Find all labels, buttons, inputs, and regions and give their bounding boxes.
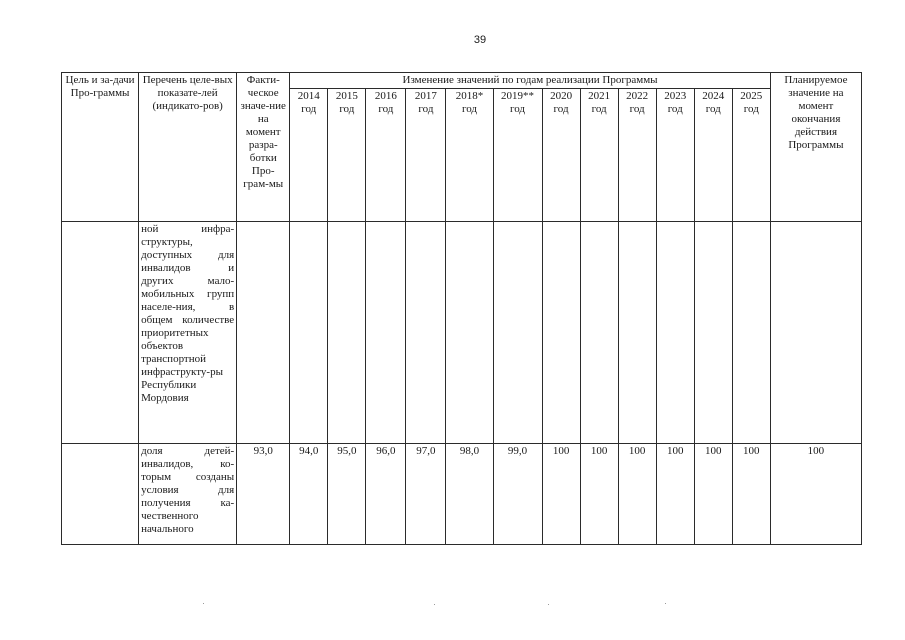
goal-cell [62, 222, 139, 444]
header-year-7 [580, 89, 618, 222]
header-year-unit: год [667, 103, 683, 115]
scan-speck [548, 604, 549, 605]
table-row [62, 222, 862, 444]
scan-speck [665, 603, 666, 604]
year-value-cell [618, 222, 656, 444]
header-year-label: 2016 [374, 90, 397, 102]
scan-speck [203, 603, 204, 604]
header-year-label: 2018* [455, 90, 484, 102]
header-year-unit: год [418, 103, 434, 115]
year-value-cell [446, 222, 493, 444]
year-value-cell [290, 222, 328, 444]
year-value-cell: 100 [732, 444, 770, 545]
header-year-unit: год [591, 103, 607, 115]
indicator-cell: ной инфра-структуры, доступных для инвалидов и других мало-мобильных групп населе-ния, в общем количестве приоритетных объектов транспортной инфраструкту-ры Республики Мордовия [139, 222, 237, 444]
header-year-unit: год [378, 103, 394, 115]
year-value-cell [366, 222, 406, 444]
header-year-unit: год [743, 103, 759, 115]
header-year-unit: год [461, 103, 477, 115]
header-year-label: 2017 [414, 90, 437, 102]
year-value-cell [694, 222, 732, 444]
header-year-label: 2020 [550, 90, 573, 102]
header-year-6 [542, 89, 580, 222]
scan-speck [434, 604, 435, 605]
year-value-cell [328, 222, 366, 444]
year-value-cell: 100 [694, 444, 732, 545]
header-year-unit: год [510, 103, 526, 115]
year-value-cell: 100 [580, 444, 618, 545]
year-value-cell: 100 [618, 444, 656, 545]
page-number: 39 [473, 34, 487, 46]
header-year-9 [656, 89, 694, 222]
year-value-cell: 96,0 [366, 444, 406, 545]
year-value-cell: 95,0 [328, 444, 366, 545]
header-year-unit: год [629, 103, 645, 115]
header-year-5 [493, 89, 542, 222]
header-year-4 [446, 89, 493, 222]
actual-value-cell: 93,0 [237, 444, 290, 545]
header-year-label: 2022 [626, 90, 649, 102]
header-year-unit: год [301, 103, 317, 115]
year-value-cell [406, 222, 446, 444]
year-value-cell [493, 222, 542, 444]
indicator-cell: доля детей-инвалидов, ко-торым созданы условия для получения ка-чественного начального [139, 444, 237, 545]
header-year-10 [694, 89, 732, 222]
year-value-cell [580, 222, 618, 444]
header-goal: Цель и за-дачи Про-граммы [62, 73, 139, 222]
header-year-0 [290, 89, 328, 222]
year-value-cell: 94,0 [290, 444, 328, 545]
header-year-8 [618, 89, 656, 222]
year-value-cell: 97,0 [406, 444, 446, 545]
header-year-unit: год [553, 103, 569, 115]
header-planned-value: Планируемое значение на момент окончания действия Программы [770, 73, 861, 222]
year-value-cell [542, 222, 580, 444]
year-value-cell: 100 [542, 444, 580, 545]
header-indicators: Перечень целе-вых показате-лей (индикато-ров) [139, 73, 237, 222]
header-year-3 [406, 89, 446, 222]
year-value-cell [732, 222, 770, 444]
planned-value-cell: 100 [770, 444, 861, 545]
header-year-label: 2019** [501, 90, 535, 102]
header-year-unit: год [705, 103, 721, 115]
header-year-1 [328, 89, 366, 222]
planned-value-cell [770, 222, 861, 444]
header-year-label: 2025 [740, 90, 763, 102]
year-value-cell: 99,0 [493, 444, 542, 545]
actual-value-cell [237, 222, 290, 444]
header-year-2 [366, 89, 406, 222]
header-year-11 [732, 89, 770, 222]
year-value-cell: 98,0 [446, 444, 493, 545]
table-row [62, 444, 862, 545]
header-year-label: 2023 [664, 90, 687, 102]
goal-cell [62, 444, 139, 545]
program-indicators-table [61, 72, 862, 545]
header-year-label: 2015 [335, 90, 358, 102]
header-change-by-year: Изменение значений по годам реализации Программы [290, 73, 771, 89]
header-year-label: 2021 [588, 90, 611, 102]
header-year-unit: год [339, 103, 355, 115]
header-year-label: 2014 [297, 90, 320, 102]
year-value-cell [656, 222, 694, 444]
header-year-label: 2024 [702, 90, 725, 102]
header-row-top [62, 73, 862, 89]
year-value-cell: 100 [656, 444, 694, 545]
header-actual-value: Факти-ческое значе-ние на момент разра-ботки Про-грам-мы [237, 73, 290, 222]
